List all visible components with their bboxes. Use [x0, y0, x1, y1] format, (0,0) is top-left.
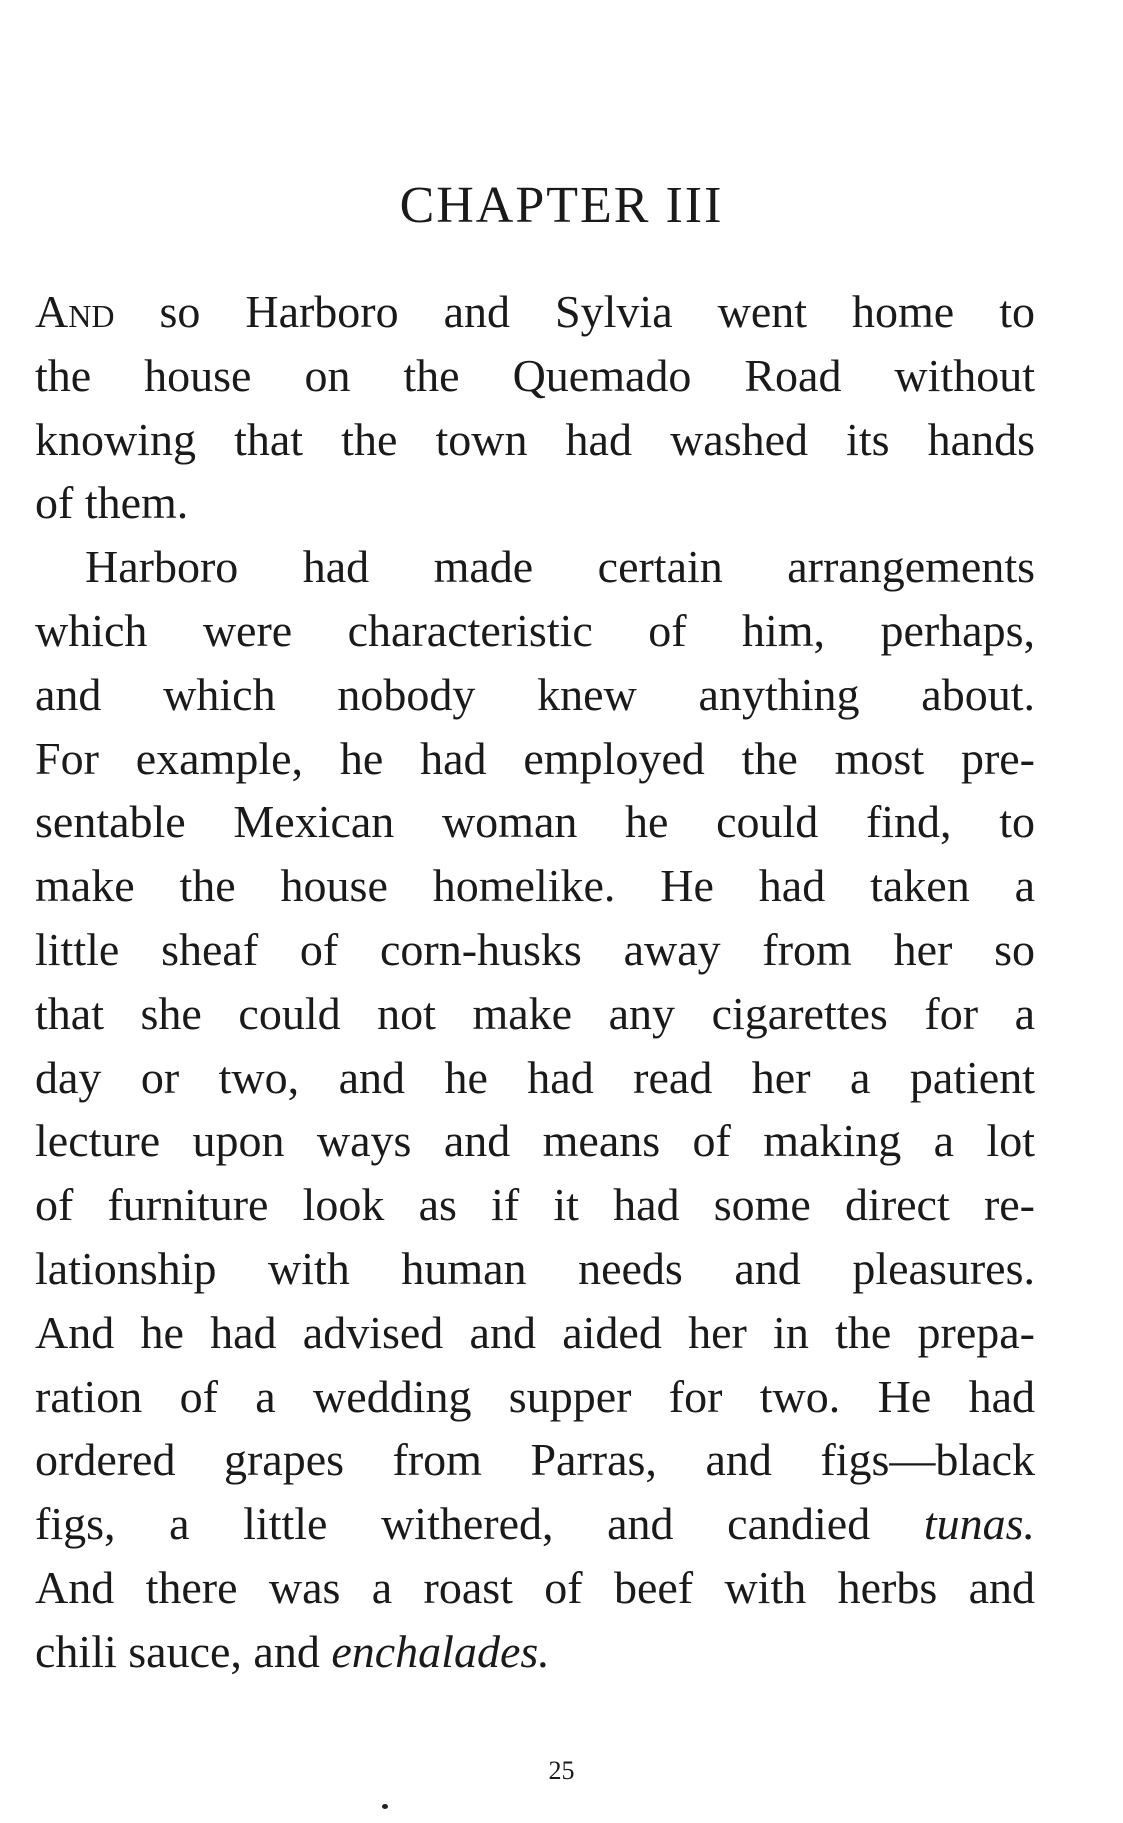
text-line: sentable Mexican woman he could find, to	[35, 796, 1035, 848]
text-line: make the house homelike. He had taken a	[35, 860, 1035, 912]
text-line-content: chili sauce, and	[35, 1625, 332, 1677]
text-line: day or two, and he had read her a patient	[35, 1051, 1035, 1103]
italic-word: tunas.	[923, 1498, 1035, 1550]
chapter-heading: CHAPTER III	[399, 177, 724, 234]
paragraph-1	[35, 280, 1035, 535]
text-line-content: figs, a little withered, and candied	[35, 1498, 924, 1550]
ink-speck	[382, 1804, 388, 1809]
lead-word: And	[35, 286, 115, 337]
text-line	[35, 1620, 1035, 1684]
text-line: And there was a roast of beef with herbs and	[35, 1561, 1035, 1613]
text-line: and which nobody knew anything about.	[35, 668, 1035, 720]
text-line-content: so Harboro and Sylvia went home to	[114, 286, 1035, 337]
text-line	[35, 1492, 1035, 1556]
italic-word: enchalades.	[331, 1625, 550, 1677]
text-line: of them.	[35, 477, 189, 529]
text-line: ordered grapes from Parras, and figs—black	[35, 1434, 1035, 1486]
text-line: For example, he had employed the most pre-	[35, 732, 1035, 784]
text-line: lecture upon ways and means of making a lot	[35, 1115, 1035, 1167]
text-line: which were characteristic of him, perhaps,	[35, 604, 1035, 656]
text-line: lationship with human needs and pleasures.	[35, 1242, 1035, 1294]
page-number: 25	[548, 1756, 575, 1785]
text-line: of furniture look as if it had some direct re-	[35, 1179, 1035, 1231]
text-line: Harboro had made certain arrangements	[85, 541, 1035, 593]
paragraph-2	[35, 535, 1035, 1683]
text-line: that she could not make any cigarettes for a	[35, 987, 1035, 1039]
text-line: ration of a wedding supper for two. He had	[35, 1370, 1035, 1422]
text-line	[35, 280, 1035, 344]
text-line: little sheaf of corn-husks away from her so	[35, 923, 1035, 975]
body-text	[35, 280, 1035, 1684]
text-line: knowing that the town had washed its hands	[35, 413, 1035, 465]
text-line: And he had advised and aided her in the prepa-	[35, 1306, 1035, 1358]
text-line: the house on the Quemado Road without	[35, 349, 1035, 401]
